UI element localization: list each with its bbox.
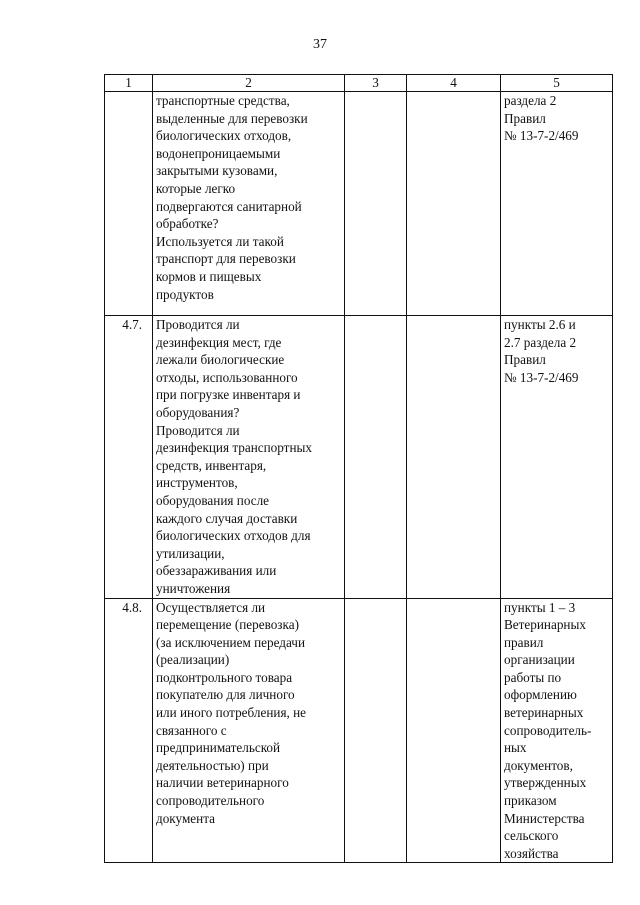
question-line: кормов и пищевых	[156, 268, 262, 284]
question-line: подвергаются санитарной	[156, 198, 302, 214]
table-row	[105, 92, 613, 316]
reference-line: организации	[504, 652, 575, 668]
question-line: предпринимательской	[156, 740, 281, 756]
question-line: Проводится ли	[156, 317, 240, 332]
reference-line: пункты 2.6 и	[504, 317, 576, 332]
question-line: оборудования?	[156, 404, 240, 420]
reference-line: сопроводитель-	[504, 722, 592, 738]
question-line: биологических отходов для	[156, 528, 311, 544]
question-cell	[153, 316, 345, 599]
question-line: дезинфекция мест, где	[156, 334, 282, 350]
question-line: дезинфекция транспортных	[156, 440, 312, 456]
question-line: инструментов,	[156, 475, 238, 491]
header-col-2: 2	[153, 75, 345, 92]
page-number: 37	[313, 37, 327, 52]
question-line: (за исключением передачи	[156, 634, 306, 650]
reference-line: ных	[504, 740, 527, 756]
item-number-cell: 4.8.	[105, 598, 153, 863]
question-line: документа	[156, 810, 215, 826]
checklist-table	[104, 74, 613, 863]
reference-line: Правил	[504, 110, 546, 126]
reference-line: утвержденных	[504, 775, 587, 791]
header-col-3: 3	[345, 75, 407, 92]
col4-cell	[407, 92, 501, 316]
question-line: при погрузке инвентаря и	[156, 387, 301, 403]
question-line: оборудования после	[156, 492, 270, 508]
question-line: сопроводительного	[156, 793, 265, 809]
question-line: водонепроницаемыми	[156, 145, 281, 161]
reference-line: Министерства	[504, 810, 585, 826]
question-line: выделенные для перевозки	[156, 110, 308, 126]
reference-line: хозяйства	[504, 845, 559, 861]
table-body	[105, 92, 613, 863]
question-line: подконтрольного товара	[156, 669, 293, 685]
reference-cell	[501, 92, 613, 316]
question-line: лежали биологические	[156, 352, 285, 368]
question-line: продуктов	[156, 286, 214, 302]
question-line: связанного с	[156, 722, 227, 738]
reference-line: 2.7 раздела 2	[504, 334, 577, 350]
question-line: утилизации,	[156, 545, 225, 561]
question-line: уничтожения	[156, 580, 231, 596]
reference-line: Ветеринарных	[504, 617, 586, 633]
header-col-4: 4	[407, 75, 501, 92]
table-header-row	[105, 75, 613, 92]
col4-cell	[407, 316, 501, 599]
question-line: перемещение (перевозка)	[156, 617, 299, 633]
col3-cell	[345, 316, 407, 599]
question-cell	[153, 598, 345, 863]
question-line: обработке?	[156, 216, 219, 232]
item-number-cell: 4.7.	[105, 316, 153, 599]
reference-line: оформлению	[504, 687, 577, 703]
question-line: Используется ли такой	[156, 233, 284, 249]
question-cell	[153, 92, 345, 316]
question-line: (реализации)	[156, 652, 230, 668]
table-row	[105, 316, 613, 599]
col4-cell	[407, 598, 501, 863]
item-number-cell	[105, 92, 153, 316]
question-line: Проводится ли	[156, 422, 240, 438]
question-line: транспорт для перевозки	[156, 251, 296, 267]
question-line: которые легко	[156, 180, 236, 196]
reference-line: № 13-7-2/469	[504, 369, 579, 385]
question-line: каждого случая доставки	[156, 510, 298, 526]
question-line: биологических отходов,	[156, 128, 292, 144]
reference-line: пункты 1 – 3	[504, 599, 576, 615]
question-line: деятельностью) при	[156, 757, 269, 773]
question-line: покупателю для личного	[156, 687, 295, 703]
reference-cell	[501, 598, 613, 863]
reference-line: работы по	[504, 669, 562, 685]
question-line: средств, инвентаря,	[156, 457, 267, 473]
col3-cell	[345, 598, 407, 863]
question-line: Осуществляется ли	[156, 599, 266, 615]
table-row	[105, 598, 613, 863]
question-line: наличии ветеринарного	[156, 775, 289, 791]
question-line: транспортные средства,	[156, 93, 290, 108]
reference-line: правил	[504, 634, 544, 650]
col3-cell	[345, 92, 407, 316]
reference-line: Правил	[504, 352, 546, 368]
question-line: обеззараживания или	[156, 563, 277, 579]
reference-line: приказом	[504, 793, 557, 809]
reference-line: документов,	[504, 757, 573, 773]
question-line: или иного потребления, не	[156, 705, 307, 721]
reference-line: № 13-7-2/469	[504, 128, 579, 144]
reference-line: раздела 2	[504, 93, 557, 108]
header-col-5: 5	[501, 75, 613, 92]
header-col-1: 1	[105, 75, 153, 92]
reference-line: ветеринарных	[504, 705, 584, 721]
question-line: закрытыми кузовами,	[156, 163, 278, 179]
question-line: отходы, использованного	[156, 369, 298, 385]
reference-line: сельского	[504, 828, 559, 844]
reference-cell	[501, 316, 613, 599]
